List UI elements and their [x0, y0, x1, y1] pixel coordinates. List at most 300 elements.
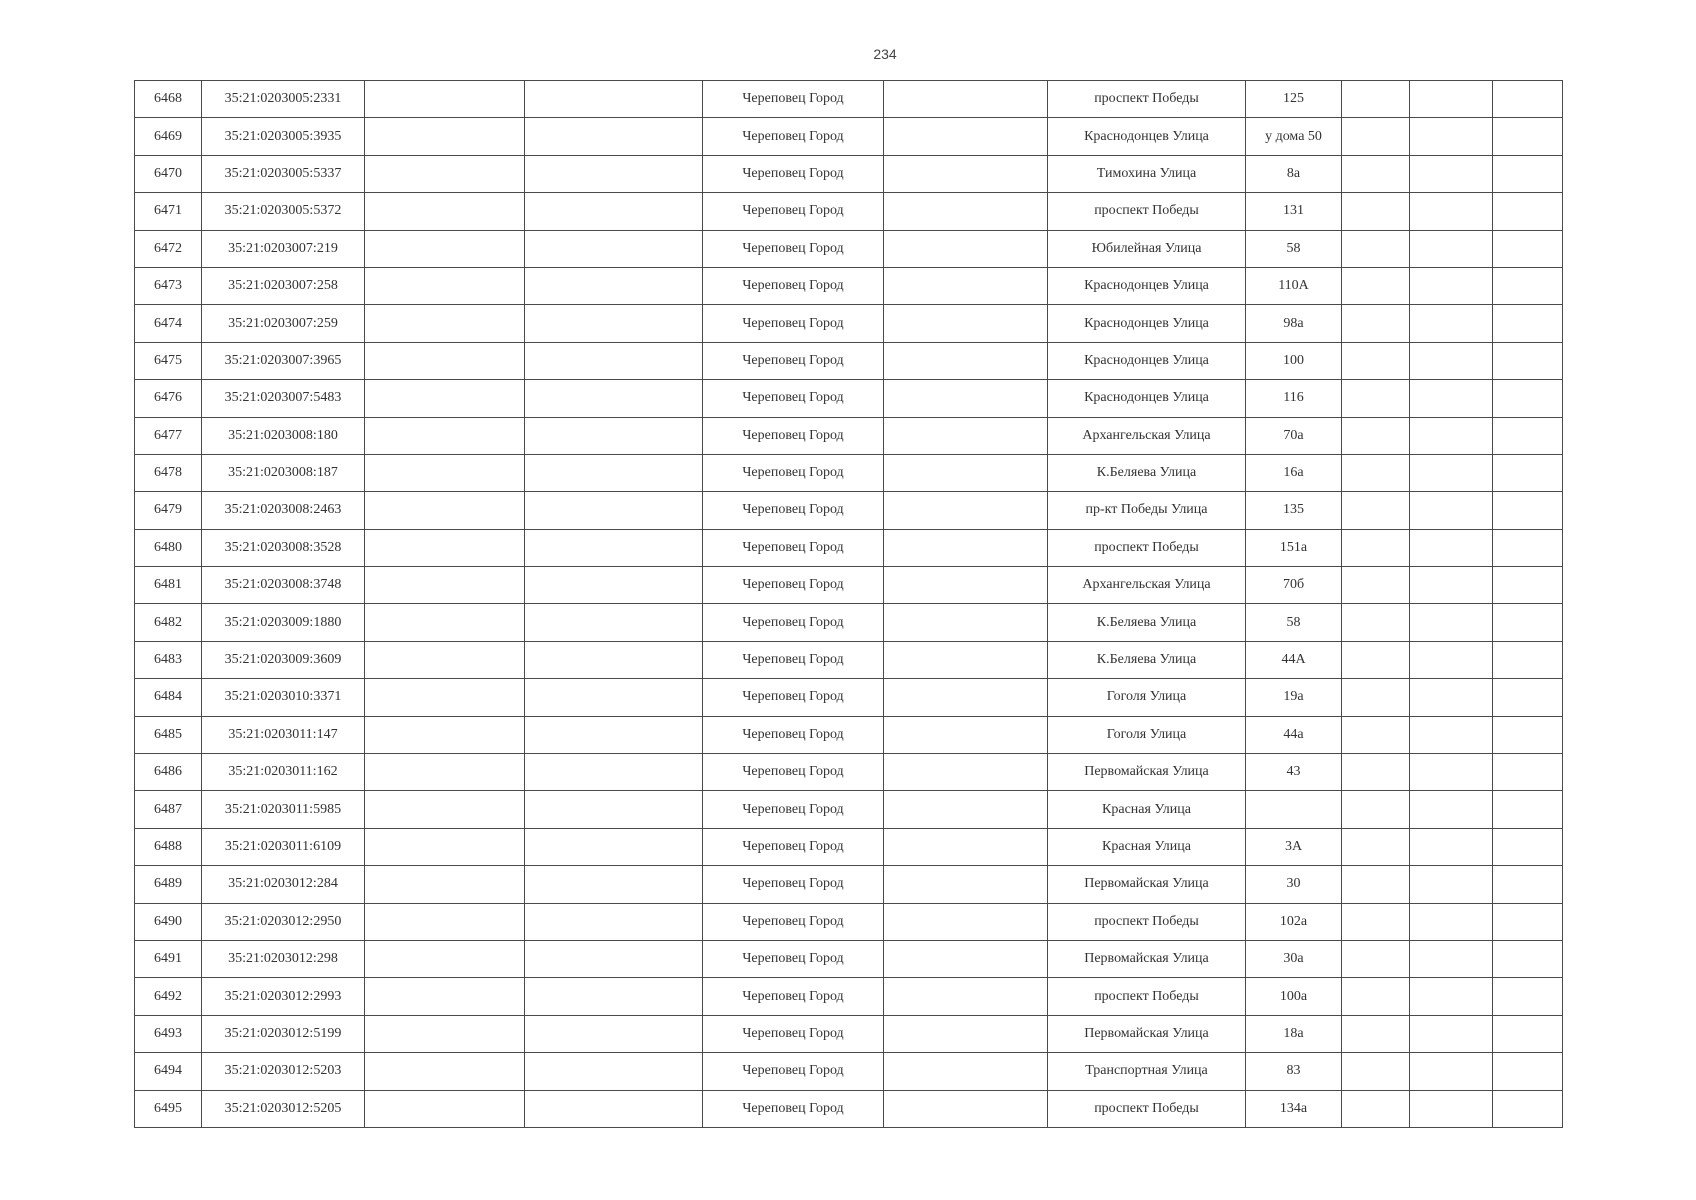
empty-cell	[525, 417, 703, 454]
row-number-cell: 6489	[135, 866, 202, 903]
house-number-cell: 16а	[1246, 454, 1342, 491]
row-number-cell: 6469	[135, 118, 202, 155]
cadastral-number-cell: 35:21:0203007:258	[202, 267, 365, 304]
empty-cell	[1410, 81, 1493, 118]
empty-cell	[884, 193, 1048, 230]
empty-cell	[525, 342, 703, 379]
table-row	[135, 492, 1563, 529]
empty-cell	[1342, 754, 1410, 791]
empty-cell	[525, 604, 703, 641]
cadastral-number-cell: 35:21:0203005:5372	[202, 193, 365, 230]
cadastral-number-cell: 35:21:0203005:3935	[202, 118, 365, 155]
empty-cell	[1342, 529, 1410, 566]
empty-cell	[1493, 529, 1563, 566]
empty-cell	[884, 754, 1048, 791]
row-number-cell: 6471	[135, 193, 202, 230]
empty-cell	[525, 1090, 703, 1127]
empty-cell	[884, 828, 1048, 865]
house-number-cell: 19а	[1246, 679, 1342, 716]
empty-cell	[525, 866, 703, 903]
empty-cell	[1493, 754, 1563, 791]
empty-cell	[1342, 118, 1410, 155]
house-number-cell: 100а	[1246, 978, 1342, 1015]
empty-cell	[1342, 978, 1410, 1015]
row-number-cell: 6475	[135, 342, 202, 379]
empty-cell	[1493, 828, 1563, 865]
empty-cell	[1342, 380, 1410, 417]
empty-cell	[1410, 1090, 1493, 1127]
empty-cell	[365, 230, 525, 267]
cadastral-number-cell: 35:21:0203012:2950	[202, 903, 365, 940]
empty-cell	[1493, 417, 1563, 454]
empty-cell	[525, 978, 703, 1015]
city-cell: Череповец Город	[703, 604, 884, 641]
row-number-cell: 6488	[135, 828, 202, 865]
cadastral-number-cell: 35:21:0203008:2463	[202, 492, 365, 529]
street-cell: Красная Улица	[1048, 791, 1246, 828]
cadastral-number-cell: 35:21:0203012:298	[202, 940, 365, 977]
empty-cell	[1493, 641, 1563, 678]
empty-cell	[365, 641, 525, 678]
street-cell: К.Беляева Улица	[1048, 604, 1246, 641]
city-cell: Череповец Город	[703, 155, 884, 192]
city-cell: Череповец Город	[703, 118, 884, 155]
house-number-cell: 30а	[1246, 940, 1342, 977]
table-row	[135, 1053, 1563, 1090]
empty-cell	[1493, 791, 1563, 828]
empty-cell	[1493, 492, 1563, 529]
house-number-cell: у дома 50	[1246, 118, 1342, 155]
empty-cell	[1493, 1090, 1563, 1127]
empty-cell	[1493, 1053, 1563, 1090]
table-row	[135, 305, 1563, 342]
city-cell: Череповец Город	[703, 828, 884, 865]
empty-cell	[525, 230, 703, 267]
empty-cell	[1493, 940, 1563, 977]
row-number-cell: 6483	[135, 641, 202, 678]
empty-cell	[1493, 155, 1563, 192]
empty-cell	[365, 754, 525, 791]
table-row	[135, 417, 1563, 454]
table-row	[135, 342, 1563, 379]
table-row	[135, 1015, 1563, 1052]
empty-cell	[1410, 791, 1493, 828]
empty-cell	[884, 305, 1048, 342]
empty-cell	[1342, 866, 1410, 903]
city-cell: Череповец Город	[703, 417, 884, 454]
empty-cell	[1410, 305, 1493, 342]
city-cell: Череповец Город	[703, 1015, 884, 1052]
empty-cell	[1410, 828, 1493, 865]
city-cell: Череповец Город	[703, 454, 884, 491]
empty-cell	[884, 567, 1048, 604]
house-number-cell: 134а	[1246, 1090, 1342, 1127]
empty-cell	[1342, 230, 1410, 267]
house-number-cell: 100	[1246, 342, 1342, 379]
empty-cell	[1342, 604, 1410, 641]
city-cell: Череповец Город	[703, 305, 884, 342]
empty-cell	[884, 492, 1048, 529]
empty-cell	[365, 828, 525, 865]
house-number-cell: 151а	[1246, 529, 1342, 566]
table-row	[135, 791, 1563, 828]
city-cell: Череповец Город	[703, 903, 884, 940]
city-cell: Череповец Город	[703, 1053, 884, 1090]
empty-cell	[884, 81, 1048, 118]
empty-cell	[525, 529, 703, 566]
empty-cell	[365, 417, 525, 454]
row-number-cell: 6470	[135, 155, 202, 192]
empty-cell	[1410, 230, 1493, 267]
empty-cell	[525, 1053, 703, 1090]
empty-cell	[1493, 118, 1563, 155]
row-number-cell: 6482	[135, 604, 202, 641]
empty-cell	[365, 118, 525, 155]
street-cell: К.Беляева Улица	[1048, 641, 1246, 678]
empty-cell	[365, 342, 525, 379]
page-number: 234	[873, 46, 897, 62]
row-number-cell: 6485	[135, 716, 202, 753]
city-cell: Череповец Город	[703, 529, 884, 566]
empty-cell	[884, 380, 1048, 417]
table-row	[135, 754, 1563, 791]
cadastral-number-cell: 35:21:0203008:187	[202, 454, 365, 491]
empty-cell	[884, 791, 1048, 828]
empty-cell	[365, 305, 525, 342]
cadastral-number-cell: 35:21:0203009:3609	[202, 641, 365, 678]
empty-cell	[525, 903, 703, 940]
house-number-cell: 44а	[1246, 716, 1342, 753]
empty-cell	[1410, 1053, 1493, 1090]
city-cell: Череповец Город	[703, 1090, 884, 1127]
city-cell: Череповец Город	[703, 716, 884, 753]
empty-cell	[1410, 641, 1493, 678]
street-cell: проспект Победы	[1048, 903, 1246, 940]
empty-cell	[884, 641, 1048, 678]
empty-cell	[1410, 978, 1493, 1015]
empty-cell	[1342, 828, 1410, 865]
cadastral-number-cell: 35:21:0203012:5205	[202, 1090, 365, 1127]
cadastral-number-cell: 35:21:0203007:5483	[202, 380, 365, 417]
empty-cell	[525, 791, 703, 828]
empty-cell	[1410, 716, 1493, 753]
empty-cell	[1410, 155, 1493, 192]
empty-cell	[884, 417, 1048, 454]
empty-cell	[1493, 305, 1563, 342]
empty-cell	[525, 155, 703, 192]
house-number-cell: 98а	[1246, 305, 1342, 342]
empty-cell	[365, 903, 525, 940]
city-cell: Череповец Город	[703, 193, 884, 230]
empty-cell	[525, 454, 703, 491]
empty-cell	[525, 492, 703, 529]
house-number-cell: 44А	[1246, 641, 1342, 678]
empty-cell	[1493, 193, 1563, 230]
city-cell: Череповец Город	[703, 679, 884, 716]
street-cell: Краснодонцев Улица	[1048, 380, 1246, 417]
empty-cell	[884, 866, 1048, 903]
empty-cell	[1410, 903, 1493, 940]
row-number-cell: 6479	[135, 492, 202, 529]
house-number-cell: 110А	[1246, 267, 1342, 304]
cadastral-number-cell: 35:21:0203012:284	[202, 866, 365, 903]
empty-cell	[1493, 679, 1563, 716]
row-number-cell: 6472	[135, 230, 202, 267]
table-row	[135, 716, 1563, 753]
empty-cell	[525, 679, 703, 716]
cadastral-number-cell: 35:21:0203012:5203	[202, 1053, 365, 1090]
street-cell: проспект Победы	[1048, 978, 1246, 1015]
table-row	[135, 267, 1563, 304]
empty-cell	[884, 529, 1048, 566]
empty-cell	[1493, 267, 1563, 304]
empty-cell	[1342, 81, 1410, 118]
empty-cell	[365, 567, 525, 604]
empty-cell	[884, 940, 1048, 977]
street-cell: Гоголя Улица	[1048, 716, 1246, 753]
street-cell: Первомайская Улица	[1048, 940, 1246, 977]
empty-cell	[884, 267, 1048, 304]
house-number-cell: 30	[1246, 866, 1342, 903]
table-row	[135, 604, 1563, 641]
registry-table	[134, 80, 1563, 1128]
table-row	[135, 118, 1563, 155]
empty-cell	[365, 529, 525, 566]
row-number-cell: 6481	[135, 567, 202, 604]
row-number-cell: 6477	[135, 417, 202, 454]
row-number-cell: 6494	[135, 1053, 202, 1090]
street-cell: Транспортная Улица	[1048, 1053, 1246, 1090]
street-cell: Краснодонцев Улица	[1048, 267, 1246, 304]
table-row	[135, 567, 1563, 604]
row-number-cell: 6484	[135, 679, 202, 716]
empty-cell	[1342, 305, 1410, 342]
empty-cell	[1493, 454, 1563, 491]
table-body	[135, 81, 1563, 1128]
house-number-cell: 18а	[1246, 1015, 1342, 1052]
house-number-cell: 70а	[1246, 417, 1342, 454]
empty-cell	[884, 604, 1048, 641]
empty-cell	[365, 155, 525, 192]
table-row	[135, 641, 1563, 678]
cadastral-number-cell: 35:21:0203011:5985	[202, 791, 365, 828]
empty-cell	[1342, 641, 1410, 678]
empty-cell	[1342, 1090, 1410, 1127]
cadastral-number-cell: 35:21:0203011:147	[202, 716, 365, 753]
city-cell: Череповец Город	[703, 978, 884, 1015]
cadastral-number-cell: 35:21:0203005:5337	[202, 155, 365, 192]
empty-cell	[525, 267, 703, 304]
row-number-cell: 6468	[135, 81, 202, 118]
house-number-cell: 102а	[1246, 903, 1342, 940]
empty-cell	[1342, 1015, 1410, 1052]
table-row	[135, 866, 1563, 903]
empty-cell	[884, 978, 1048, 1015]
empty-cell	[1493, 716, 1563, 753]
house-number-cell: 43	[1246, 754, 1342, 791]
cadastral-number-cell: 35:21:0203008:180	[202, 417, 365, 454]
street-cell: К.Беляева Улица	[1048, 454, 1246, 491]
empty-cell	[365, 940, 525, 977]
street-cell: проспект Победы	[1048, 81, 1246, 118]
empty-cell	[365, 492, 525, 529]
table-row	[135, 380, 1563, 417]
row-number-cell: 6490	[135, 903, 202, 940]
cadastral-number-cell: 35:21:0203007:259	[202, 305, 365, 342]
street-cell: проспект Победы	[1048, 1090, 1246, 1127]
table-row	[135, 978, 1563, 1015]
empty-cell	[1342, 193, 1410, 230]
street-cell: проспект Победы	[1048, 193, 1246, 230]
city-cell: Череповец Город	[703, 492, 884, 529]
empty-cell	[1410, 1015, 1493, 1052]
empty-cell	[1410, 380, 1493, 417]
empty-cell	[1410, 492, 1493, 529]
empty-cell	[1493, 978, 1563, 1015]
empty-cell	[1342, 1053, 1410, 1090]
empty-cell	[1410, 529, 1493, 566]
house-number-cell: 131	[1246, 193, 1342, 230]
empty-cell	[884, 342, 1048, 379]
cadastral-number-cell: 35:21:0203007:219	[202, 230, 365, 267]
city-cell: Череповец Город	[703, 81, 884, 118]
row-number-cell: 6495	[135, 1090, 202, 1127]
empty-cell	[1410, 454, 1493, 491]
cadastral-number-cell: 35:21:0203010:3371	[202, 679, 365, 716]
empty-cell	[1342, 342, 1410, 379]
house-number-cell: 8а	[1246, 155, 1342, 192]
empty-cell	[1410, 940, 1493, 977]
house-number-cell: 70б	[1246, 567, 1342, 604]
street-cell: Краснодонцев Улица	[1048, 118, 1246, 155]
street-cell: Архангельская Улица	[1048, 417, 1246, 454]
street-cell: Краснодонцев Улица	[1048, 305, 1246, 342]
empty-cell	[1493, 342, 1563, 379]
street-cell: Первомайская Улица	[1048, 754, 1246, 791]
empty-cell	[525, 118, 703, 155]
street-cell: Первомайская Улица	[1048, 1015, 1246, 1052]
empty-cell	[1342, 492, 1410, 529]
row-number-cell: 6493	[135, 1015, 202, 1052]
empty-cell	[1410, 866, 1493, 903]
empty-cell	[1493, 81, 1563, 118]
empty-cell	[1410, 417, 1493, 454]
house-number-cell: 125	[1246, 81, 1342, 118]
cadastral-number-cell: 35:21:0203007:3965	[202, 342, 365, 379]
empty-cell	[884, 679, 1048, 716]
empty-cell	[365, 679, 525, 716]
empty-cell	[365, 193, 525, 230]
empty-cell	[1410, 679, 1493, 716]
empty-cell	[365, 1015, 525, 1052]
empty-cell	[525, 305, 703, 342]
city-cell: Череповец Город	[703, 342, 884, 379]
table-row	[135, 903, 1563, 940]
row-number-cell: 6491	[135, 940, 202, 977]
empty-cell	[1342, 940, 1410, 977]
row-number-cell: 6474	[135, 305, 202, 342]
empty-cell	[1342, 267, 1410, 304]
empty-cell	[1493, 567, 1563, 604]
row-number-cell: 6492	[135, 978, 202, 1015]
empty-cell	[884, 1090, 1048, 1127]
empty-cell	[1410, 118, 1493, 155]
row-number-cell: 6486	[135, 754, 202, 791]
empty-cell	[1493, 866, 1563, 903]
empty-cell	[365, 1053, 525, 1090]
table-row	[135, 454, 1563, 491]
empty-cell	[365, 81, 525, 118]
empty-cell	[1342, 567, 1410, 604]
table-row	[135, 679, 1563, 716]
empty-cell	[365, 978, 525, 1015]
row-number-cell: 6476	[135, 380, 202, 417]
city-cell: Череповец Город	[703, 940, 884, 977]
house-number-cell: 58	[1246, 230, 1342, 267]
empty-cell	[1342, 155, 1410, 192]
street-cell: Юбилейная Улица	[1048, 230, 1246, 267]
empty-cell	[884, 1015, 1048, 1052]
empty-cell	[1410, 754, 1493, 791]
table-row	[135, 1090, 1563, 1127]
empty-cell	[365, 267, 525, 304]
empty-cell	[525, 828, 703, 865]
empty-cell	[884, 155, 1048, 192]
table-row	[135, 230, 1563, 267]
city-cell: Череповец Город	[703, 791, 884, 828]
empty-cell	[1410, 567, 1493, 604]
city-cell: Череповец Город	[703, 567, 884, 604]
empty-cell	[525, 1015, 703, 1052]
empty-cell	[1493, 230, 1563, 267]
empty-cell	[884, 454, 1048, 491]
row-number-cell: 6473	[135, 267, 202, 304]
empty-cell	[1410, 193, 1493, 230]
empty-cell	[365, 716, 525, 753]
empty-cell	[1342, 454, 1410, 491]
empty-cell	[1410, 342, 1493, 379]
empty-cell	[1493, 903, 1563, 940]
empty-cell	[525, 380, 703, 417]
street-cell: Красная Улица	[1048, 828, 1246, 865]
house-number-cell: 135	[1246, 492, 1342, 529]
empty-cell	[525, 940, 703, 977]
empty-cell	[1410, 604, 1493, 641]
street-cell: Краснодонцев Улица	[1048, 342, 1246, 379]
empty-cell	[525, 567, 703, 604]
house-number-cell: 83	[1246, 1053, 1342, 1090]
empty-cell	[884, 1053, 1048, 1090]
empty-cell	[365, 604, 525, 641]
empty-cell	[1342, 903, 1410, 940]
city-cell: Череповец Город	[703, 641, 884, 678]
cadastral-number-cell: 35:21:0203012:5199	[202, 1015, 365, 1052]
empty-cell	[1493, 380, 1563, 417]
street-cell: Тимохина Улица	[1048, 155, 1246, 192]
city-cell: Череповец Город	[703, 267, 884, 304]
empty-cell	[525, 193, 703, 230]
street-cell: Гоголя Улица	[1048, 679, 1246, 716]
empty-cell	[525, 716, 703, 753]
row-number-cell: 6480	[135, 529, 202, 566]
cadastral-number-cell: 35:21:0203009:1880	[202, 604, 365, 641]
city-cell: Череповец Город	[703, 866, 884, 903]
cadastral-number-cell: 35:21:0203008:3528	[202, 529, 365, 566]
table-row	[135, 828, 1563, 865]
empty-cell	[365, 866, 525, 903]
house-number-cell: 3А	[1246, 828, 1342, 865]
street-cell: Архангельская Улица	[1048, 567, 1246, 604]
